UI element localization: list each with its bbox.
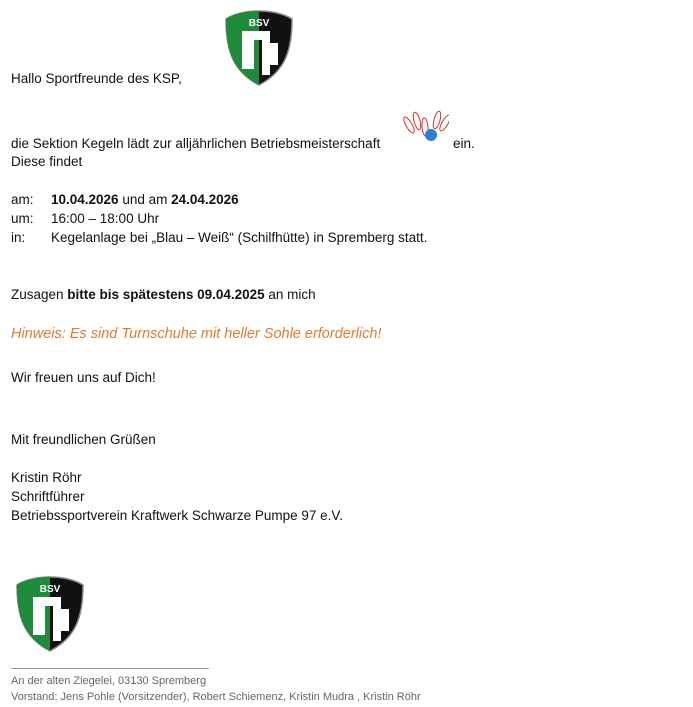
bowling-pins-icon: [403, 109, 449, 149]
rsvp-deadline: bitte bis spätestens 09.04.2025: [67, 287, 265, 302]
signature-org: Betriebssportverein Kraftwerk Schwarze Pumpe 97 e.V.: [11, 508, 343, 523]
footer-board: Vorstand: Jens Pohle (Vorsitzender), Robert Schiemenz, Kristin Mudra , Kristin Röhr: [11, 691, 421, 703]
greeting: Hallo Sportfreunde des KSP,: [11, 71, 182, 86]
detail-date: [11, 192, 239, 207]
closing-1: Wir freuen uns auf Dich!: [11, 370, 156, 385]
rsvp-line: [11, 287, 316, 302]
footer-address: An der alten Ziegelei, 03130 Spremberg: [11, 675, 207, 687]
am-label: am:: [11, 192, 34, 207]
intro-text: die Sektion Kegeln lädt zur alljährlichen Betriebsmeisterschaft: [11, 136, 381, 151]
bsv-logo-bottom: [13, 575, 87, 653]
detail-place: [11, 230, 427, 245]
place-value: Kegelanlage bei „Blau – Weiß“ (Schilfhütte) in Spremberg statt.: [51, 230, 428, 245]
in-label: in:: [11, 230, 26, 245]
rsvp-suffix: an mich: [264, 287, 316, 302]
um-label: um:: [11, 211, 34, 226]
logo-text: BSV: [248, 18, 270, 29]
detail-time: [11, 211, 159, 226]
logo-text-bottom: BSV: [39, 584, 61, 595]
date-2: 24.04.2026: [171, 192, 239, 207]
closing-2: Mit freundlichen Grüßen: [11, 432, 156, 447]
signature-role: Schriftführer: [11, 489, 85, 504]
rsvp-prefix: Zusagen: [11, 287, 68, 302]
bsv-logo-top: [224, 9, 294, 87]
footer-divider: [11, 668, 209, 669]
time-value: 16:00 – 18:00 Uhr: [51, 211, 160, 226]
intro-line1: [11, 136, 380, 151]
und-am: und am: [118, 192, 172, 207]
intro-line2: Diese findet: [11, 154, 83, 169]
date-1: 10.04.2026: [51, 192, 119, 207]
hint-text: Hinweis: Es sind Turnschuhe mit heller Sohle erforderlich!: [11, 326, 382, 342]
signature-name: Kristin Röhr: [11, 470, 82, 485]
intro-end: ein.: [453, 136, 475, 151]
